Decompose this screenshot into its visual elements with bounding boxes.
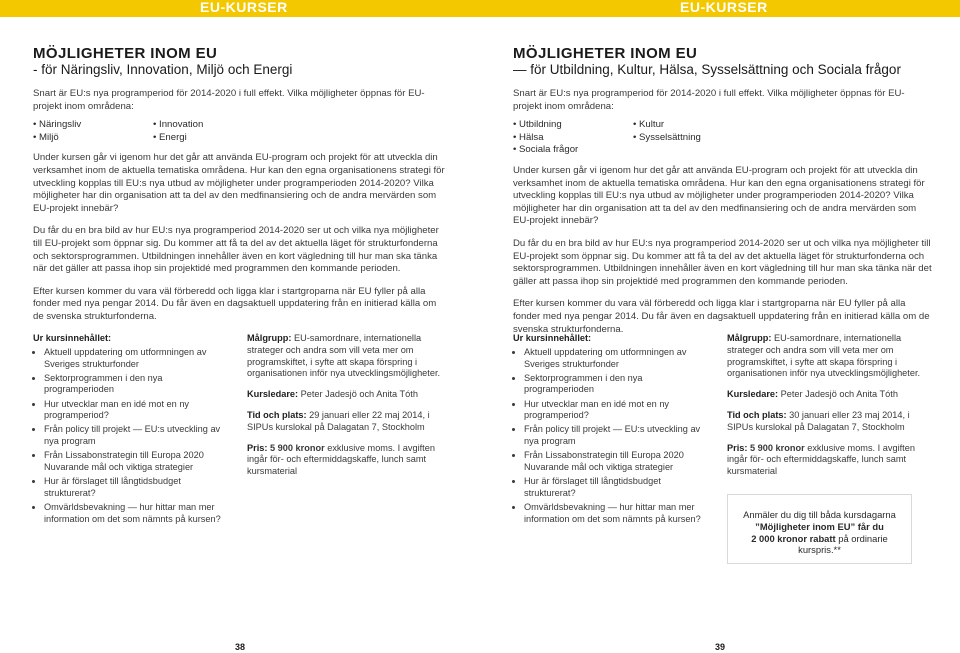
list-item: • Sektorprogrammen i den nya programperioden bbox=[44, 373, 228, 397]
time-text: 30 januari eller 23 maj 2014, i SIPUs kurslokal på Dalagatan 7, Stockholm bbox=[727, 409, 910, 432]
contents-label: Ur kursinnehållet: bbox=[513, 333, 592, 343]
price-value: 5 900 kronor bbox=[750, 442, 805, 453]
target-group bbox=[727, 333, 927, 380]
list-item: • Sektorprogrammen i den nya programperioden bbox=[524, 373, 708, 397]
course-leaders bbox=[727, 389, 927, 401]
area-item: • Hälsa bbox=[513, 132, 633, 145]
area-list bbox=[33, 119, 448, 144]
list-item: • Omvärldsbevakning — hur hittar man mer information om det som nämnts på kursen? bbox=[524, 502, 708, 526]
intro-column bbox=[33, 45, 448, 334]
page-heading: MÖJLIGHETER INOM EU bbox=[513, 45, 698, 62]
list-item: • Aktuell uppdatering om utformningen av Sveriges strukturfonder bbox=[524, 347, 708, 371]
area-item: • Sociala frågor bbox=[513, 144, 633, 157]
section-banner bbox=[0, 0, 480, 17]
time-place bbox=[247, 410, 447, 434]
body-paragraph-3: Efter kursen kommer du vara väl förberedd och ligga klar i startgroparna när EU fyller på alla fonder med nya pengar 2014. Du får även en dagsaktuell uppdatering från en initierad källa om de svenska strukturfonderna. bbox=[33, 285, 437, 322]
list-item: • Omvärldsbevakning — hur hittar man mer information om det som nämnts på kursen? bbox=[44, 502, 228, 526]
course-contents bbox=[513, 333, 708, 528]
list-item: • Från Lissabonstrategin till Europa 2020 Nuvarande mål och viktiga strategier bbox=[524, 450, 708, 474]
contents-label: Ur kursinnehållet: bbox=[33, 333, 112, 343]
body-paragraph-1: Under kursen går vi igenom hur det går att använda EU-program och projekt för att utveckla din verksamhet inom de aktuella tematiska områdena. Hur kan den egna organisationens strategi för utveckling kopplas till EU:s nya utbud av möjligheter under programperioden 2014-2020? Vilka möjligheter har din organisation att ta del av den medfinansiering och de andra mervärden som EU-projekt innebär? bbox=[33, 152, 445, 214]
intro-paragraph: Snart är EU:s nya programperiod för 2014-2020 i full effekt. Vilka möjligheter öppnas för EU-projekt inom områdena: bbox=[513, 88, 905, 112]
page-number: 39 bbox=[715, 642, 726, 652]
list-item: • Från policy till projekt — EU:s utveckling av nya program bbox=[44, 424, 228, 448]
list-item: • Hur utvecklar man en idé mot en ny programperiod? bbox=[524, 399, 708, 423]
price-value: 5 900 kronor bbox=[270, 442, 325, 453]
list-item: • Aktuell uppdatering om utformningen av Sveriges strukturfonder bbox=[44, 347, 228, 371]
list-item: • Hur utvecklar man en idé mot en ny programperiod? bbox=[44, 399, 228, 423]
time-label: Tid och plats: bbox=[247, 409, 307, 420]
course-info bbox=[247, 333, 447, 487]
area-item: • Utbildning bbox=[513, 119, 633, 132]
area-item: • Innovation bbox=[153, 119, 293, 132]
callout-line-1: Anmäler du dig till båda kursdagarna bbox=[743, 509, 896, 520]
target-group bbox=[247, 333, 447, 380]
area-item: • Sysselsättning bbox=[633, 132, 773, 145]
target-label: Målgrupp: bbox=[727, 333, 772, 343]
price-text: exklusive moms. I avgiften ingår för- och eftermiddagskaffe, lunch samt kursmaterial bbox=[247, 442, 435, 477]
area-list bbox=[513, 119, 933, 157]
discount-callout bbox=[727, 494, 912, 564]
page-subheading: - för Näringsliv, Innovation, Miljö och Energi bbox=[33, 62, 293, 77]
list-item: • Hur är förslaget till långtidsbudget strukturerat? bbox=[44, 476, 228, 500]
course-info bbox=[727, 333, 927, 487]
contents-list bbox=[513, 347, 708, 526]
price bbox=[727, 443, 927, 478]
area-item: • Miljö bbox=[33, 132, 153, 145]
price-label: Pris: bbox=[727, 442, 748, 453]
time-place bbox=[727, 410, 927, 434]
target-text: EU-samordnare, internationella strateger och andra som vill veta mer om programskiftet, i syfte att skapa förspring i organisationen inför nya utvecklingsmöjligheter. bbox=[247, 333, 441, 379]
body-paragraph-3: Efter kursen kommer du vara väl förberedd och ligga klar i startgroparna när EU fyller på alla fonder med nya pengar 2014. Du får även en dagsaktuell uppdatering från en initierad källa om de svenska strukturfonderna. bbox=[513, 298, 930, 335]
area-item: • Kultur bbox=[633, 119, 773, 132]
body-paragraph-2: Du får du en bra bild av hur EU:s nya programperiod 2014-2020 ser ut och vilka nya möjligheter till EU-projekt som öppnar sig. Du kommer att få ta del av det aktuella läget för strukturfonderna och sektorsprogrammen. Utbildningen innehåller även en kort vägledning till hur man ska tänka när det gäller att passa ihop sin projektidé med programmen den kommande perioden. bbox=[33, 225, 439, 275]
list-item: • Från Lissabonstrategin till Europa 2020 Nuvarande mål och viktiga strategier bbox=[44, 450, 228, 474]
callout-line-4: på ordinarie kurspris.** bbox=[798, 532, 888, 556]
page-subheading: — för Utbildning, Kultur, Hälsa, Sysselsättning och Sociala frågor bbox=[513, 62, 901, 77]
body-paragraph-1: Under kursen går vi igenom hur det går att använda EU-program och projekt för att utveckla din verksamhet inom de aktuella tematiska områdena. Hur kan den egna organisationens strategi för utveckling kopplas till EU:s nya utbud av möjligheter under programperioden 2014-2020? Vilka möjligheter har din organisation att ta del av den medfinansiering och de andra mervärden som EU-projekt innebär? bbox=[513, 164, 925, 227]
time-label: Tid och plats: bbox=[727, 409, 787, 420]
price-text: exklusive moms. I avgiften ingår för- och eftermiddagskaffe, lunch samt kursmaterial bbox=[727, 442, 915, 477]
section-banner bbox=[480, 0, 960, 17]
time-text: 29 januari eller 22 maj 2014, i SIPUs kurslokal på Dalagatan 7, Stockholm bbox=[247, 409, 430, 432]
leaders-label: Kursledare: bbox=[247, 389, 299, 400]
banner-title: EU-KURSER bbox=[680, 0, 768, 15]
page-number: 38 bbox=[235, 642, 246, 652]
target-label: Målgrupp: bbox=[247, 333, 292, 343]
leaders-text: Peter Jadesjö och Anita Tóth bbox=[780, 389, 898, 400]
leaders-text: Peter Jadesjö och Anita Tóth bbox=[300, 389, 418, 400]
callout-discount: 2 000 kronor rabatt bbox=[751, 532, 836, 544]
target-text: EU-samordnare, internationella strateger och andra som vill veta mer om programskiftet, i syfte att skapa förspring i organisationen inför nya utvecklingsmöjligheter. bbox=[727, 333, 921, 379]
list-item: • Från policy till projekt — EU:s utveckling av nya program bbox=[524, 424, 708, 448]
banner-title: EU-KURSER bbox=[200, 0, 288, 15]
contents-list bbox=[33, 347, 228, 526]
page-heading: MÖJLIGHETER INOM EU bbox=[33, 45, 218, 62]
list-item: • Hur är förslaget till långtidsbudget strukturerat? bbox=[524, 476, 708, 500]
intro-column bbox=[513, 45, 933, 346]
price-label: Pris: bbox=[247, 442, 268, 453]
area-item: • Näringsliv bbox=[33, 119, 153, 132]
intro-paragraph: Snart är EU:s nya programperiod för 2014-2020 i full effekt. Vilka möjligheter öppnas för EU-projekt inom områdena: bbox=[33, 88, 425, 112]
leaders-label: Kursledare: bbox=[727, 389, 779, 400]
area-item: • Energi bbox=[153, 132, 293, 145]
course-leaders bbox=[247, 389, 447, 401]
price bbox=[247, 443, 447, 478]
body-paragraph-2: Du får du en bra bild av hur EU:s nya programperiod 2014-2020 ser ut och vilka nya möjligheter till EU-projekt som öppnar sig. Du kommer att få ta del av det aktuella läget för strukturfonderna och sektorsprogrammen. Utbildningen innehåller även en kort vägledning till hur man ska tänka när det gäller att passa ihop sin projektidé med programmen den kommande perioden. bbox=[513, 237, 932, 287]
course-contents bbox=[33, 333, 228, 528]
callout-course-name: ”Möjligheter inom EU” får du bbox=[755, 520, 884, 532]
